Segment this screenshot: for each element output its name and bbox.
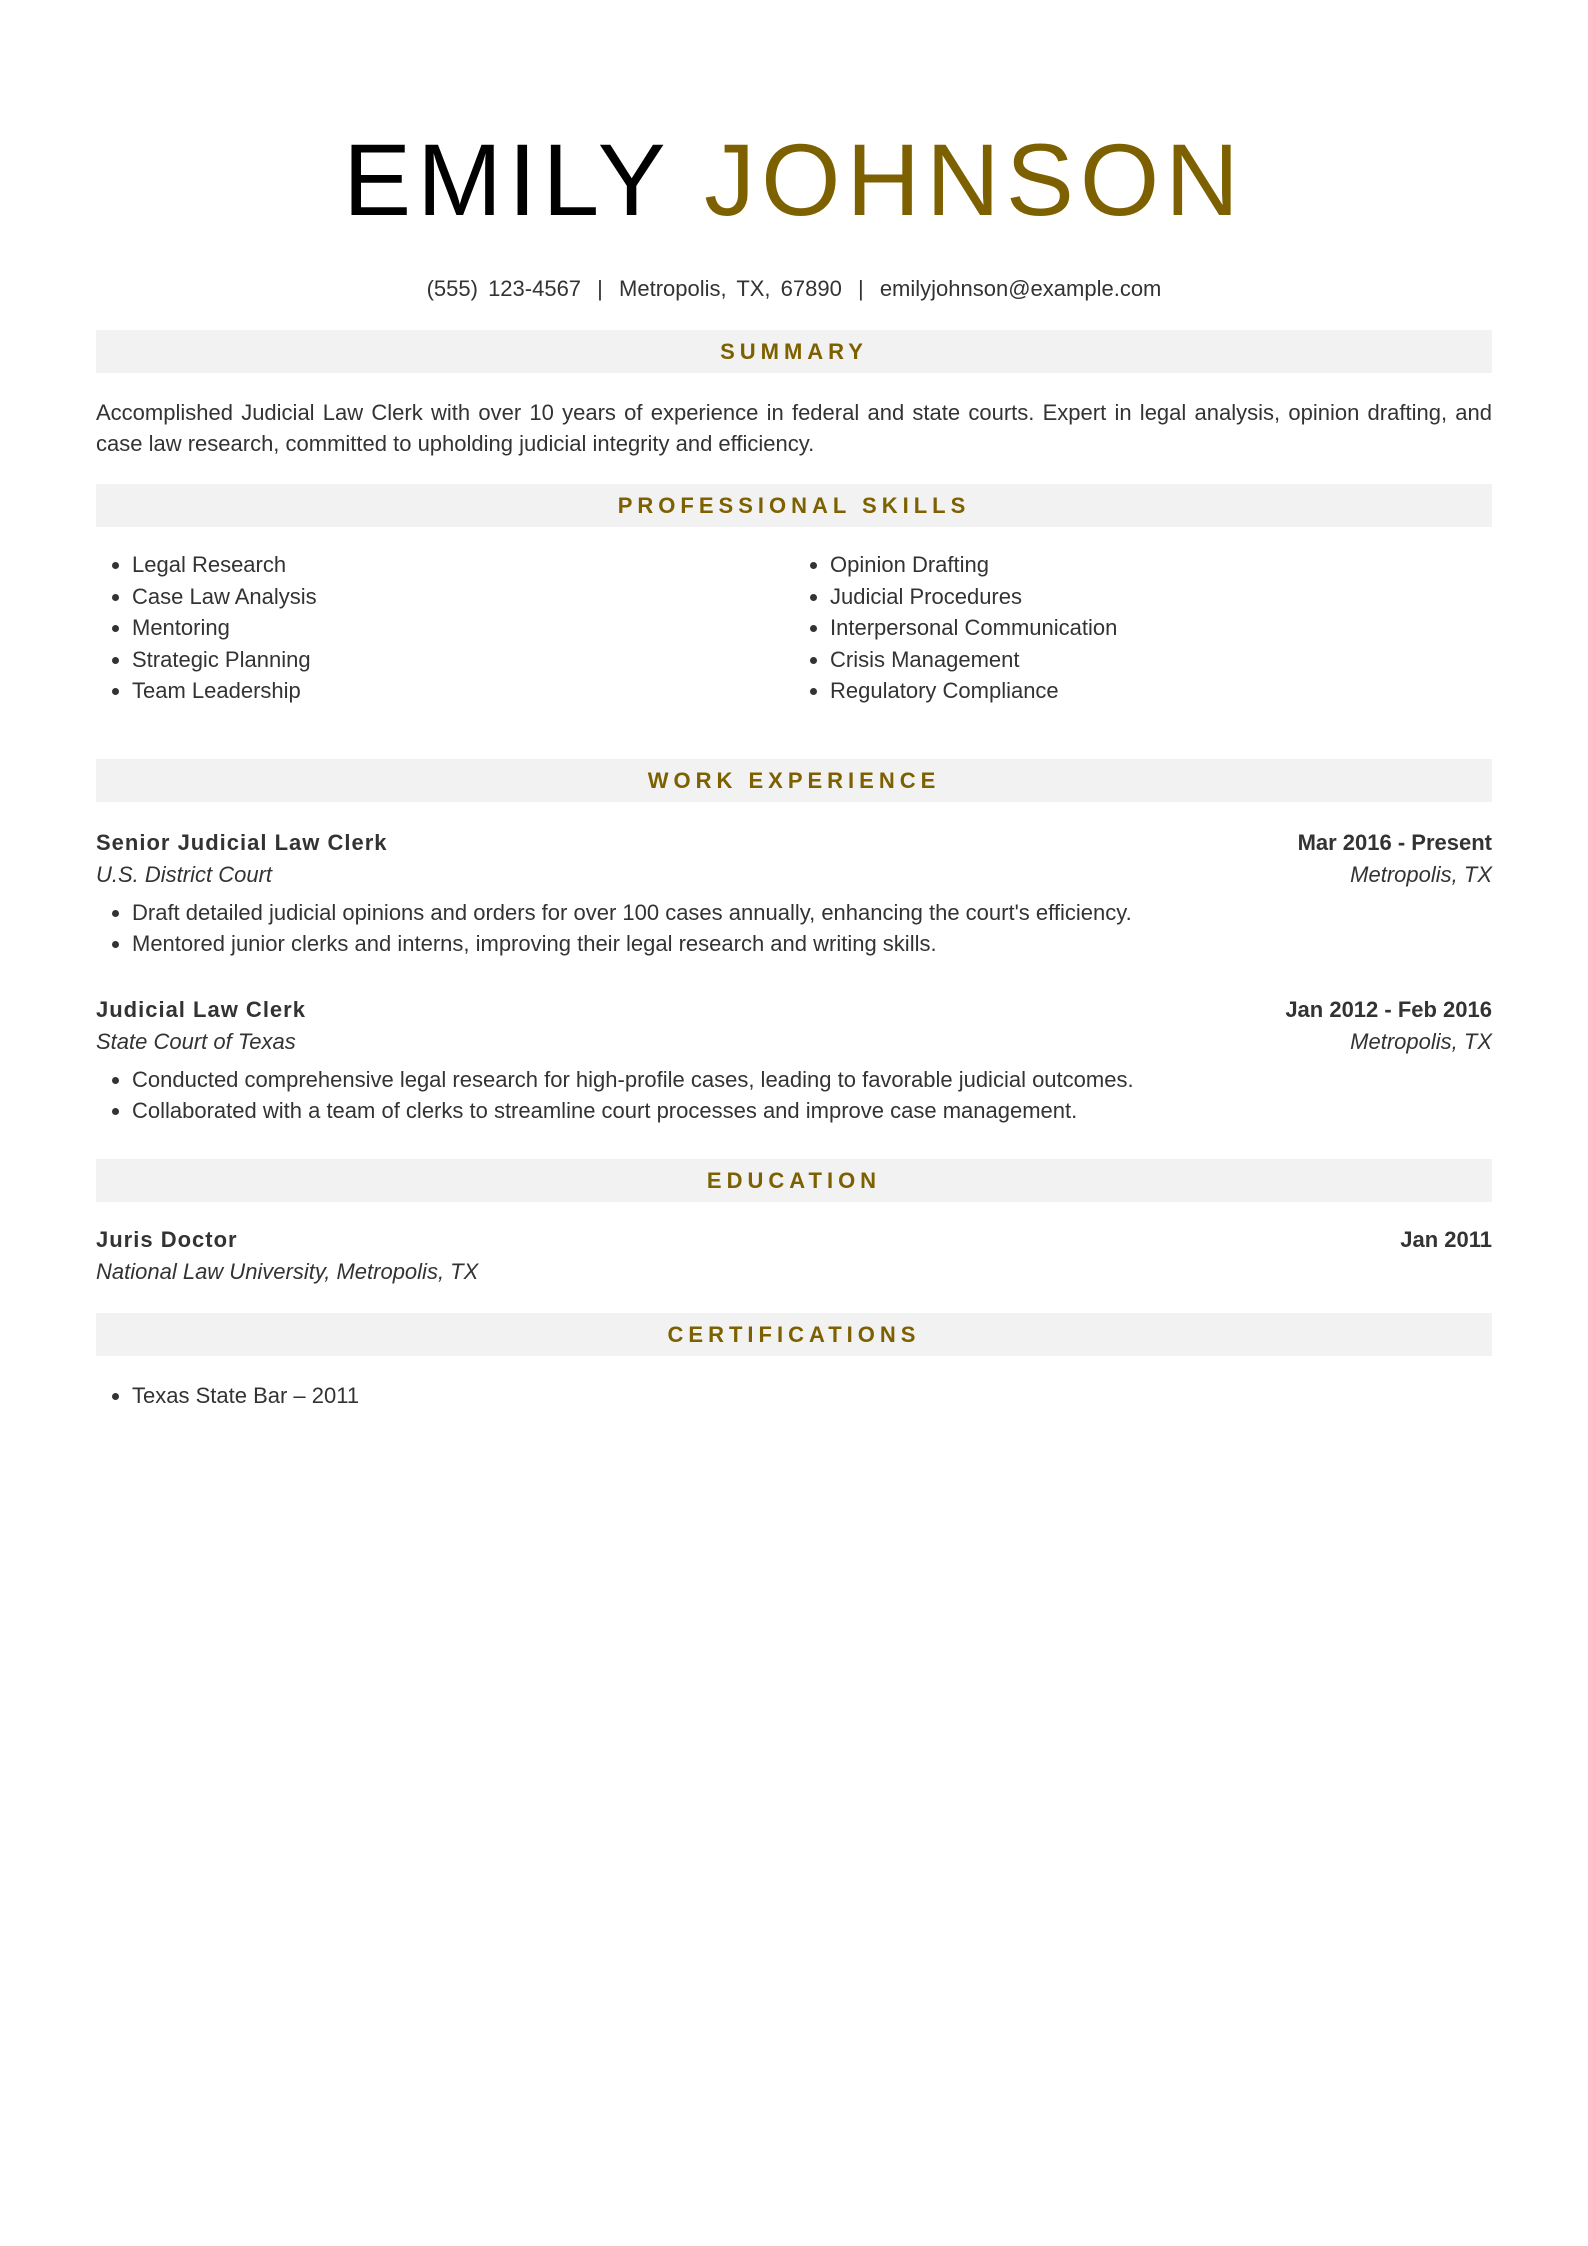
skill-item: • Case Law Analysis: [132, 581, 794, 613]
degree: Juris Doctor: [96, 1226, 238, 1252]
job-title: Judicial Law Clerk: [96, 996, 306, 1022]
job-organization: State Court of Texas: [96, 1028, 296, 1054]
work-experience-heading: WORK EXPERIENCE: [96, 759, 1492, 802]
summary-heading: SUMMARY: [96, 330, 1492, 373]
graduation-date: Jan 2011: [1400, 1226, 1492, 1252]
job-dates: Mar 2016 - Present: [1297, 829, 1492, 855]
last-name: JOHNSON: [704, 123, 1245, 237]
skill-item: • Interpersonal Communication: [830, 612, 1492, 644]
education-heading: EDUCATION: [96, 1159, 1492, 1202]
candidate-name: [96, 0, 1492, 240]
certification-item: • Texas State Bar – 2011: [132, 1380, 1492, 1412]
job-bullet: • Collaborated with a team of clerks to streamline court processes and improve case management.: [132, 1095, 1492, 1127]
contact-phone: (555) 123-4567: [426, 276, 582, 301]
education-subheader-row: [96, 1256, 1492, 1288]
job-dates: Jan 2012 - Feb 2016: [1285, 996, 1492, 1022]
job-header-row: [96, 994, 1492, 1026]
contact-line: [96, 276, 1492, 302]
certifications-heading: CERTIFICATIONS: [96, 1313, 1492, 1356]
skill-item: • Regulatory Compliance: [830, 675, 1492, 707]
first-name: EMILY: [343, 123, 670, 237]
education-entry: [96, 1224, 1492, 1288]
job-location: Metropolis, TX: [1350, 1028, 1492, 1054]
job-bullet: • Draft detailed judicial opinions and orders for over 100 cases annually, enhancing the court's efficiency.: [132, 897, 1492, 929]
summary-text: Accomplished Judicial Law Clerk with over 10 years of experience in federal and state courts. Expert in legal analysis, opinion drafting, and case law research, committed to upholding judicial integrity and efficiency.: [96, 400, 1492, 456]
contact-location: Metropolis, TX, 67890: [619, 276, 842, 301]
skill-item: • Strategic Planning: [132, 644, 794, 676]
job-header-row: [96, 827, 1492, 859]
job-subheader-row: [96, 859, 1492, 891]
skills-column-right: [794, 549, 1492, 707]
job-location: Metropolis, TX: [1350, 861, 1492, 887]
contact-separator: |: [857, 276, 864, 301]
skill-item: • Crisis Management: [830, 644, 1492, 676]
job-bullet: • Conducted comprehensive legal research for high-profile cases, leading to favorable judicial outcomes.: [132, 1064, 1492, 1096]
skill-item: • Legal Research: [132, 549, 794, 581]
job-entry: [96, 827, 1492, 960]
job-entry: [96, 994, 1492, 1127]
certifications-list: [96, 1380, 1492, 1412]
job-title: Senior Judicial Law Clerk: [96, 829, 388, 855]
job-bullets: [96, 897, 1492, 960]
skill-item: • Opinion Drafting: [830, 549, 1492, 581]
skills-column-left: [96, 549, 794, 707]
contact-separator: |: [597, 276, 603, 301]
skill-item: • Team Leadership: [132, 675, 794, 707]
skill-item: • Mentoring: [132, 612, 794, 644]
job-bullets: [96, 1064, 1492, 1127]
skill-item: • Judicial Procedures: [830, 581, 1492, 613]
education-header-row: [96, 1224, 1492, 1256]
job-bullet: • Mentored junior clerks and interns, improving their legal research and writing skills.: [132, 928, 1492, 960]
skills-list: [96, 549, 1492, 707]
job-subheader-row: [96, 1026, 1492, 1058]
contact-email[interactable]: emilyjohnson@example.com: [879, 276, 1162, 301]
job-organization: U.S. District Court: [96, 861, 273, 887]
school: National Law University, Metropolis, TX: [96, 1258, 479, 1284]
skills-heading: PROFESSIONAL SKILLS: [96, 484, 1492, 527]
